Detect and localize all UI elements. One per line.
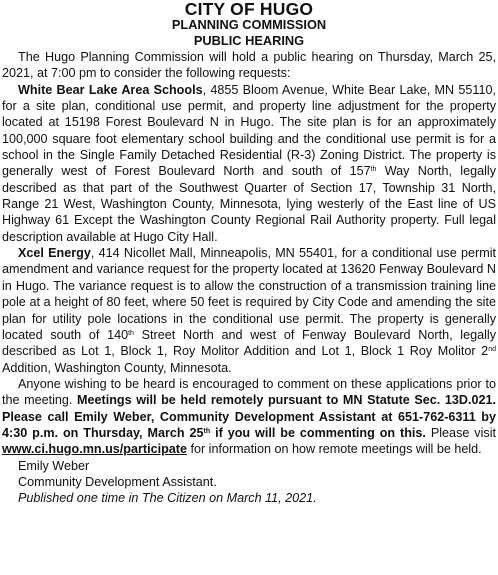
- applicant-name: White Bear Lake Area Schools: [18, 82, 203, 97]
- publication-note: Published one time in The Citizen on March 11, 2021.: [18, 491, 317, 506]
- request-xcel-energy: [2, 245, 496, 376]
- closing-text: Please visit: [425, 425, 496, 440]
- request-text: Street North and west of Fenway Boulevard North, legally described as Lot 1, Block 1, Roy Molitor Addition and Lot 1, Block 1 Roy Molitor 2: [2, 327, 496, 359]
- notice-subtitle-hearing: PUBLIC HEARING: [193, 33, 305, 48]
- request-text: Way North, legally described as that part of the Southwest Quarter of Section 17, Township 31 North, Range 21 West, Washington County, Minnesota, lying westerly of the East line of US Highway 61 Except the Washington County Regional Rail Authority property. Full legal description available at Hugo City Hall.: [2, 164, 497, 244]
- participate-link[interactable]: www.ci.hugo.mn.us/participate: [2, 442, 187, 457]
- notice-title: CITY OF HUGO: [184, 0, 314, 19]
- signature-title: Community Development Assistant.: [18, 474, 217, 489]
- remote-meeting-notice: Meetings will be held remotely pursuant to MN Statute Sec. 13D.021. Please call Emily Weber, Community Development Assistant at 651-762-6311 by 4:30 p.m. on Thursday, March 25: [2, 393, 496, 440]
- ordinal-suffix: th: [370, 166, 377, 174]
- request-white-bear-lake-schools: [2, 82, 496, 245]
- closing-text: for information on how remote meetings will be held.: [186, 442, 482, 457]
- ordinal-suffix: th: [128, 329, 134, 337]
- signature-name: Emily Weber: [18, 458, 90, 473]
- notice-subtitle-commission: PLANNING COMMISSION: [171, 17, 327, 32]
- applicant-name: Xcel Energy: [18, 246, 91, 261]
- closing-paragraph: [2, 376, 496, 458]
- intro-paragraph: The Hugo Planning Commission will hold a public hearing on Thursday, March 25, 2021, at 7:00 pm to consider the following requests:: [2, 50, 496, 81]
- request-text: Addition, Washington County, Minnesota.: [2, 360, 232, 375]
- ordinal-suffix: nd: [488, 346, 496, 354]
- ordinal-suffix: th: [203, 427, 211, 435]
- closing-text: Anyone wishing to be heard is encouraged to comment on these applications prior to the meeting.: [2, 376, 496, 408]
- request-text: , 4855 Bloom Avenue, White Bear Lake, MN 55110, for a site plan, conditional use permit, and property line adjustment for the property located at 15198 Forest Boulevard N in Hugo. The site plan is for an approximately 100,000 square foot elementary school building and the conditional use permit is for a school in the Single Family Detached Residential (R-3) Zoning District. The property is generally west of Forest Boulevard North and south of 157: [2, 82, 496, 179]
- remote-meeting-notice-end: if you will be commenting on this.: [210, 425, 426, 440]
- request-text: , 414 Nicollet Mall, Minneapolis, MN 55401, for a conditional use permit amendment and variance request for the property located at 13620 Fenway Boulevard N in Hugo. The variance request is to allow the construction of a transmission training line pole at a height of 80 feet, where 50 feet is required by City Code and amending the site plan for utility pole locations in the conditional use permit. The property is generally located south of 140: [2, 246, 496, 342]
